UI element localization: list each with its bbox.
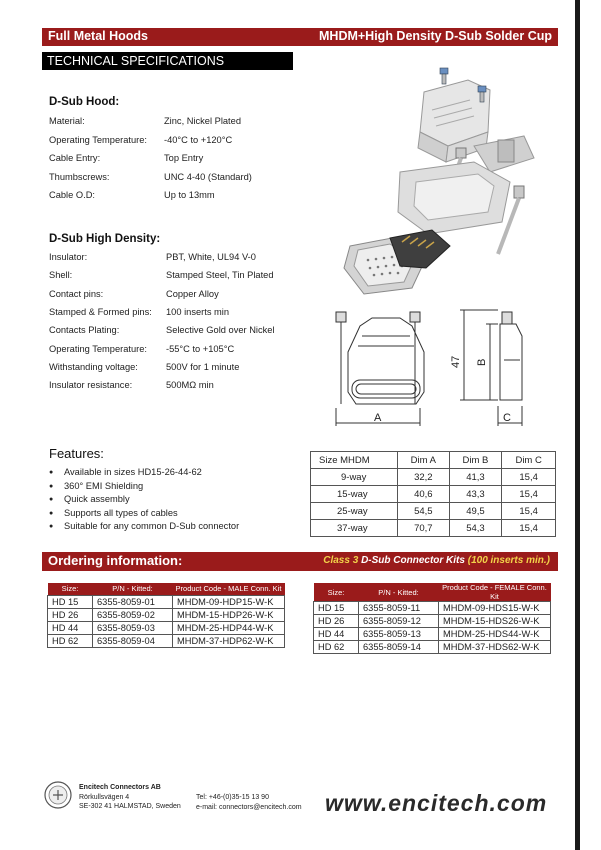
table-row <box>314 628 551 641</box>
table-row <box>48 595 285 608</box>
ordering-title: Ordering information: <box>48 553 183 568</box>
spec-value: 500V for 1 minute <box>166 361 240 372</box>
table-cell: 25-way <box>311 503 398 520</box>
hood-section-title: D-Sub Hood: <box>49 96 120 108</box>
features-list <box>49 467 239 535</box>
high-density-section-title: D-Sub High Density: <box>49 233 161 245</box>
encitech-logo-icon <box>44 781 72 809</box>
kit-note-class: Class 3 <box>323 555 359 566</box>
website-link[interactable]: www.encitech.com <box>325 790 548 816</box>
address-line-2: SE-302 41 HALMSTAD, Sweden <box>79 803 181 810</box>
feature-item: ● Available in sizes HD15-26-44-62 <box>49 467 239 481</box>
dim-47-label: 47 <box>450 355 462 368</box>
dimension-drawing <box>300 300 562 430</box>
table-cell: 32,2 <box>398 469 450 486</box>
header-bar <box>42 28 558 46</box>
spec-value: UNC 4-40 (Standard) <box>164 171 252 182</box>
table-cell: 54,3 <box>449 520 502 537</box>
spec-label: Cable O.D: <box>49 190 95 200</box>
table-row <box>311 486 556 503</box>
male-header-cell: P/N - Kitted: <box>93 583 173 595</box>
kit-note-min: (100 inserts min.) <box>467 555 550 566</box>
spec-label: Insulator: <box>49 252 88 262</box>
spec-value: Selective Gold over Nickel <box>166 325 275 336</box>
hood-exploded-illustration <box>328 62 558 298</box>
feature-item: ● 360° EMI Shielding <box>49 481 239 495</box>
spec-label: Operating Temperature: <box>49 343 148 354</box>
table-cell: 6355-8059-03 <box>93 621 173 634</box>
spec-value: 100 inserts min <box>166 306 230 317</box>
table-cell: HD 62 <box>48 634 93 647</box>
table-row <box>311 520 556 537</box>
table-cell: 6355-8059-12 <box>359 615 439 628</box>
ordering-bar <box>42 552 558 571</box>
spec-label: Operating Temperature: <box>49 134 148 145</box>
address-line-1: Rörkullsvägen 4 <box>79 793 130 801</box>
table-cell: 15-way <box>311 486 398 503</box>
spec-value: -40°C to +120°C <box>164 134 233 145</box>
table-cell: 40,6 <box>398 486 450 503</box>
spec-label: Contact pins: <box>49 288 104 299</box>
spec-label: Material: <box>49 116 85 126</box>
table-row <box>314 602 551 615</box>
male-header-cell: Product Code - MALE Conn. Kit <box>173 583 285 595</box>
dim-header-cell: Dim A <box>398 452 450 469</box>
spec-value: Top Entry <box>164 153 204 163</box>
spec-label: Insulator resistance: <box>49 380 133 391</box>
table-cell: HD 44 <box>48 621 93 634</box>
table-cell: MHDM-15-HDP26-W-K <box>173 608 285 621</box>
technical-specifications-heading: TECHNICAL SPECIFICATIONS <box>42 52 293 70</box>
feature-item: ● Quick assembly <box>49 494 239 508</box>
table-cell: 6355-8059-14 <box>359 641 439 654</box>
spec-value: Zinc, Nickel Plated <box>164 116 241 126</box>
company-address <box>79 783 181 812</box>
feature-item: ● Supports all types of cables <box>49 508 239 522</box>
dim-header-cell: Dim C <box>502 452 556 469</box>
male-header-cell: Size: <box>48 583 93 595</box>
dim-c-label: C <box>503 412 511 424</box>
table-cell: MHDM-09-HDS15-W-K <box>439 602 551 615</box>
spec-label: Cable Entry: <box>49 153 101 163</box>
spec-label: Withstanding voltage: <box>49 361 138 372</box>
table-cell: 9-way <box>311 469 398 486</box>
table-cell: HD 15 <box>48 595 93 608</box>
table-row <box>48 621 285 634</box>
email: e-mail: connectors@encitech.com <box>196 803 302 811</box>
company-name: Encitech Connectors AB <box>79 784 161 791</box>
table-cell: 15,4 <box>502 503 556 520</box>
table-cell: 6355-8059-11 <box>359 602 439 615</box>
male-ordering-table <box>47 583 285 648</box>
spec-label: Thumbscrews: <box>49 171 110 182</box>
table-row <box>311 469 556 486</box>
male-header-row <box>48 583 285 595</box>
table-cell: 41,3 <box>449 469 502 486</box>
company-contact <box>196 793 302 812</box>
table-row <box>48 608 285 621</box>
table-cell: 15,4 <box>502 520 556 537</box>
table-cell: HD 44 <box>314 628 359 641</box>
table-cell: HD 26 <box>314 615 359 628</box>
female-header-cell: Size: <box>314 583 359 602</box>
spec-value: Up to 13mm <box>164 190 215 200</box>
spec-value: Stamped Steel, Tin Plated <box>166 270 274 281</box>
spec-label: Contacts Plating: <box>49 325 120 336</box>
dim-b-label: B <box>476 358 488 366</box>
table-row <box>314 615 551 628</box>
spec-value: -55°C to +105°C <box>166 343 235 354</box>
dim-header-cell: Size MHDM <box>311 452 398 469</box>
feature-item: ● Suitable for any common D-Sub connector <box>49 521 239 535</box>
female-header-cell: Product Code - FEMALE Conn. Kit <box>439 583 551 602</box>
table-cell: MHDM-15-HDS26-W-K <box>439 615 551 628</box>
spec-value: Copper Alloy <box>166 288 219 299</box>
table-cell: 37-way <box>311 520 398 537</box>
dim-header-cell: Dim B <box>449 452 502 469</box>
spec-label: Stamped & Formed pins: <box>49 306 152 317</box>
table-cell: 49,5 <box>449 503 502 520</box>
table-cell: 70,7 <box>398 520 450 537</box>
spec-value: 500MΩ min <box>166 380 214 391</box>
spec-value: PBT, White, UL94 V-0 <box>166 252 256 262</box>
table-cell: MHDM-25-HDP44-W-K <box>173 621 285 634</box>
kit-note-kits: D-Sub Connector Kits <box>361 555 465 566</box>
kit-note <box>323 555 550 566</box>
table-cell: 6355-8059-02 <box>93 608 173 621</box>
dim-a-label: A <box>374 412 382 424</box>
female-ordering-table <box>313 583 551 654</box>
table-cell: 54,5 <box>398 503 450 520</box>
table-cell: 6355-8059-01 <box>93 595 173 608</box>
table-row <box>314 641 551 654</box>
table-cell: HD 62 <box>314 641 359 654</box>
female-header-cell: P/N - Kitted: <box>359 583 439 602</box>
table-cell: MHDM-25-HDS44-W-K <box>439 628 551 641</box>
table-cell: MHDM-37-HDS62-W-K <box>439 641 551 654</box>
table-cell: HD 15 <box>314 602 359 615</box>
table-cell: MHDM-37-HDP62-W-K <box>173 634 285 647</box>
table-row <box>311 503 556 520</box>
spec-label: Shell: <box>49 270 73 281</box>
table-row <box>48 634 285 647</box>
table-cell: 15,4 <box>502 469 556 486</box>
dimensions-header-row <box>311 452 556 469</box>
features-title: Features: <box>49 446 104 461</box>
telephone: Tel: +46-(0)35-15 13 90 <box>196 794 269 801</box>
right-margin-rule <box>575 0 580 850</box>
dimensions-table <box>310 451 556 537</box>
table-cell: 15,4 <box>502 486 556 503</box>
table-cell: 43,3 <box>449 486 502 503</box>
table-cell: 6355-8059-13 <box>359 628 439 641</box>
header-product-line: MHDM+High Density D-Sub Solder Cup <box>319 29 552 43</box>
table-cell: 6355-8059-04 <box>93 634 173 647</box>
header-category: Full Metal Hoods <box>48 29 148 43</box>
table-cell: HD 26 <box>48 608 93 621</box>
table-cell: MHDM-09-HDP15-W-K <box>173 595 285 608</box>
female-header-row <box>314 583 551 602</box>
